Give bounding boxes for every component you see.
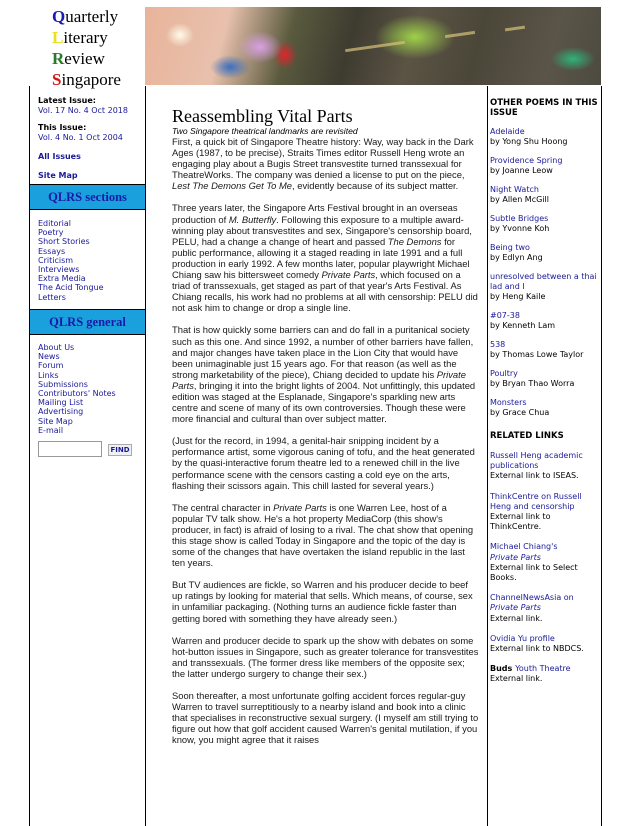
poem-author: by Kenneth Lam	[490, 321, 556, 330]
sidebar-item-site-map[interactable]: Site Map	[38, 416, 73, 426]
poem-link[interactable]: Subtle Bridges	[490, 214, 549, 223]
sidebar-item-the-acid-tongue[interactable]: The Acid Tongue	[38, 283, 104, 293]
logo-initial: Q	[52, 7, 66, 26]
poem-author: by Yvonne Koh	[490, 224, 550, 233]
related-link-entry	[490, 634, 600, 654]
logo-line	[52, 6, 144, 27]
poem-entry	[490, 185, 600, 205]
poem-link[interactable]: Providence Spring	[490, 156, 563, 165]
search-input[interactable]	[38, 441, 102, 457]
paragraph-text: . Following this exposure to a multiple award-winning play about transvestites and sex, Singapore's censorship board, PELU, had a change a change of heart and passed	[172, 213, 472, 247]
work-title: Private Parts	[172, 368, 466, 391]
related-link-italic[interactable]: Private Parts	[490, 603, 541, 613]
paragraph-text: for public performance, allowing it a staged reading in late 1991 and a full production in early 1992. A few months later, popular playwright Michael Chiang saw his bittersweet comedy	[172, 235, 470, 281]
related-link-entry	[490, 451, 600, 482]
paragraph-text: , bringing it into the bright lights of 2004. Not unfittingly, this updated edition was staged at the Esplanade, Singapore's sparkling new arts centre and scene of many of its own controversies. Though these were more financial and cultural than over subject matter.	[172, 379, 476, 425]
related-link[interactable]: Ovidia Yu profile	[490, 633, 555, 643]
right-column-border	[601, 86, 602, 826]
sidebar-item-contributors-notes[interactable]: Contributors' Notes	[38, 389, 116, 399]
logo-line	[52, 27, 144, 48]
related-link[interactable]: ChannelNewsAsia on	[490, 593, 574, 603]
logo-word: eview	[64, 49, 105, 68]
all-issues-link[interactable]: All Issues	[38, 152, 81, 161]
logo-initial: R	[52, 49, 65, 68]
logo-word: uarterly	[65, 7, 119, 26]
related-link-italic[interactable]: Private Parts	[490, 552, 541, 562]
sidebar-item-links[interactable]: Links	[38, 370, 59, 380]
poem-link[interactable]: 538	[490, 340, 506, 349]
paragraph-text: First, a quick bit of Singapore Theatre history: Way, way back in the Dark Ages (1987, to be precise), Straits Times editor Russell Heng wrote an engaging play about a Bugis Street transvestite turned transsexual for TheatreWorks. The company was denied a license to put on the piece,	[172, 136, 474, 181]
site-logo[interactable]	[52, 6, 144, 90]
related-link-entry	[490, 492, 600, 533]
find-button[interactable]: FIND	[108, 444, 132, 456]
poem-entry	[490, 127, 600, 147]
poem-author: by Bryan Thao Worra	[490, 379, 575, 388]
sections-list	[38, 219, 104, 302]
poem-entry	[490, 243, 600, 263]
related-link-entry	[490, 542, 600, 583]
sidebar-item-forum[interactable]: Forum	[38, 361, 64, 371]
site-map-link[interactable]: Site Map	[38, 171, 78, 180]
poem-link[interactable]: #07-38	[490, 311, 520, 320]
paragraph-text: Three years later, the Singapore Arts Festival brought in an overseas production of	[172, 202, 458, 225]
logo-word: ingapore	[61, 70, 121, 89]
paragraph-text: That is how quickly some barriers can and do fall in a puritanical society such as this one. And since 1992, a number of other barriers have fallen, and major changes have taken place in the Lion City that would have been unimaginable just 15 years ago. For that reason (as well as the strong marketability of the piece), Chiang decided to update his	[172, 324, 474, 380]
paragraph-text: Soon thereafter, a most unfortunate golfing accident forces regular-guy Warren to travel surreptitiously to a nearby island and book into a clinic that specialises in reconstructive sexual surgery. (I myself am still trying to figure out how that golf accident caused Warren's genital mutilation, if you know, you might agree that it raises	[172, 690, 479, 746]
sidebar-item-about-us[interactable]: About Us	[38, 343, 75, 352]
paragraph-text: , which focused on a triad of transsexuals, get staged as part of that year's Arts Festival. As Chiang recalls, his work had no problems at all with censorship: PELU did not ask him to change or drop a single line.	[172, 269, 478, 314]
related-link-description: External link.	[490, 674, 543, 684]
logo-line	[52, 48, 144, 69]
main-column-left-border	[145, 86, 146, 826]
related-link-line	[490, 593, 600, 613]
this-issue-label: This Issue:	[38, 123, 87, 132]
sections-heading: QLRS sections	[30, 184, 145, 210]
sidebar-item-short-stories[interactable]: Short Stories	[38, 237, 90, 247]
related-link-description: External link to ISEAS.	[490, 471, 579, 481]
logo-initial: L	[52, 28, 64, 47]
poem-entry	[490, 272, 600, 302]
work-title: The Demons	[387, 235, 442, 247]
latest-issue-link[interactable]: Vol. 17 No. 4 Oct 2018	[38, 106, 128, 115]
work-title: Private Parts	[273, 501, 327, 513]
paragraph-text: But TV audiences are fickle, so Warren and his producer decide to beef up ratings by looking for material that sells. Which means, of course, sex in unfamiliar packaging. (Nothing turns an audience fickle faster than getting bored with something they have already seen.)	[172, 579, 473, 624]
poem-entry	[490, 369, 600, 389]
article-paragraph	[172, 136, 480, 191]
poem-author: by Grace Chua	[490, 408, 550, 417]
poem-author: by Heng Kaile	[490, 292, 546, 301]
related-link-description: External link.	[490, 613, 543, 623]
related-links-list	[490, 451, 600, 685]
poem-entry	[490, 311, 600, 331]
article-paragraph	[172, 502, 480, 569]
main-column-right-border	[487, 86, 488, 826]
sidebar-item-poetry[interactable]: Poetry	[38, 228, 64, 238]
work-title: M. Butterfly	[228, 213, 277, 225]
poem-entry	[490, 340, 600, 360]
article-paragraph	[172, 635, 480, 679]
work-title: Private Parts	[321, 269, 376, 281]
related-link[interactable]: Russell Heng academic publications	[490, 451, 583, 471]
paragraph-text: The central character in	[172, 501, 274, 513]
article	[172, 107, 480, 757]
paragraph-text: is one Warren Lee, host of a popular TV talk show. He's a hot property MediaCorp (this show's producer, in fact) is afraid of losing to a rival. The chat show that opening this stage show is called Today in Singapore and the topic of the day is some of the changes that have overtaken the island republic in the last ten years.	[172, 501, 474, 569]
related-link-line	[490, 542, 600, 562]
article-paragraph	[172, 202, 480, 313]
other-poems-heading: OTHER POEMS IN THIS ISSUE	[490, 98, 598, 118]
paragraph-text: (Just for the record, in 1994, a genital-hair snipping incident by a performance artist, some vigorous caning of tofu, and the heat generated by the quasi-interactive forum theatre led to a renewed chill in the live performance scene with the censors casting a cold eye on the arts, flashing their scissors again. This chill lasted for several years.)	[172, 435, 475, 491]
article-subtitle: Two Singapore theatrical landmarks are revisited	[172, 126, 358, 136]
poem-link[interactable]: Monsters	[490, 398, 527, 407]
related-link-line	[490, 451, 600, 471]
sidebar-item-letters[interactable]: Letters	[38, 292, 66, 302]
article-body	[172, 136, 480, 746]
latest-issue-label: Latest Issue:	[38, 96, 96, 105]
logo-initial: S	[52, 70, 62, 89]
article-paragraph	[172, 435, 480, 490]
sidebar-item-editorial[interactable]: Editorial	[38, 219, 72, 228]
sidebar-item-essays[interactable]: Essays	[38, 246, 66, 256]
related-link-entry	[490, 593, 600, 624]
header-banner-image	[145, 7, 601, 85]
poem-author: by Edlyn Ang	[490, 253, 543, 262]
related-link[interactable]: ThinkCentre on Russell Heng and censorship	[490, 491, 582, 511]
this-issue-link[interactable]: Vol. 4 No. 1 Oct 2004	[38, 133, 123, 142]
related-link-line	[490, 492, 600, 512]
article-paragraph	[172, 690, 480, 745]
sidebar-item-e-mail[interactable]: E-mail	[38, 425, 64, 435]
poem-link[interactable]: Adelaide	[490, 127, 525, 136]
related-links-heading: RELATED LINKS	[490, 431, 564, 441]
right-sidebar	[490, 98, 600, 695]
related-link-description: External link to Select Books.	[490, 562, 578, 583]
paragraph-text: , evidently because of its subject matter.	[292, 180, 459, 192]
logo-word: iterary	[63, 28, 108, 47]
related-link-line	[490, 664, 600, 674]
related-link-description: External link to NBDCS.	[490, 644, 584, 654]
poem-author: by Thomas Lowe Taylor	[490, 350, 584, 359]
poem-author: by Allen McGill	[490, 195, 549, 204]
related-link[interactable]: Youth Theatre	[515, 664, 571, 674]
poem-link[interactable]: Poultry	[490, 369, 518, 378]
work-title: Lest The Demons Get To Me	[172, 180, 293, 192]
related-link-entry	[490, 664, 600, 684]
article-paragraph	[172, 324, 480, 424]
related-link-prefix: Buds	[490, 664, 516, 674]
poem-entry	[490, 398, 600, 418]
sidebar-item-extra-media[interactable]: Extra Media	[38, 274, 86, 284]
article-paragraph	[172, 579, 480, 623]
related-link-description: External link to ThinkCentre.	[490, 512, 551, 532]
other-poems-list	[490, 127, 600, 418]
paragraph-text: Warren and producer decide to spark up the show with debates on some hot-button issues in Singapore, such as greater tolerance for transvestites and transsexuals. (The former dress like members of the opposite sex; the latter undergo surgery to change their sex.)	[172, 634, 479, 679]
sidebar-item-advertising[interactable]: Advertising	[38, 407, 84, 417]
poem-link[interactable]: Night Watch	[490, 185, 539, 194]
poem-entry	[490, 156, 600, 176]
general-list	[38, 343, 116, 435]
poem-entry	[490, 214, 600, 234]
logo-line	[52, 69, 144, 90]
sidebar-item-mailing-list[interactable]: Mailing List	[38, 398, 84, 408]
article-title: Reassembling Vital Parts	[172, 106, 353, 126]
related-link[interactable]: Michael Chiang's	[490, 542, 558, 552]
sidebar-item-news[interactable]: News	[38, 352, 60, 362]
sidebar-item-submissions[interactable]: Submissions	[38, 379, 88, 389]
poem-link[interactable]: unresolved between a thai lad and I	[490, 272, 597, 291]
poem-author: by Joanne Leow	[490, 166, 553, 175]
sidebar-item-criticism[interactable]: Criticism	[38, 255, 74, 265]
sidebar-item-interviews[interactable]: Interviews	[38, 265, 80, 275]
related-link-line	[490, 634, 600, 644]
poem-link[interactable]: Being two	[490, 243, 530, 252]
poem-author: by Yong Shu Hoong	[490, 137, 568, 146]
general-heading: QLRS general	[30, 309, 145, 335]
